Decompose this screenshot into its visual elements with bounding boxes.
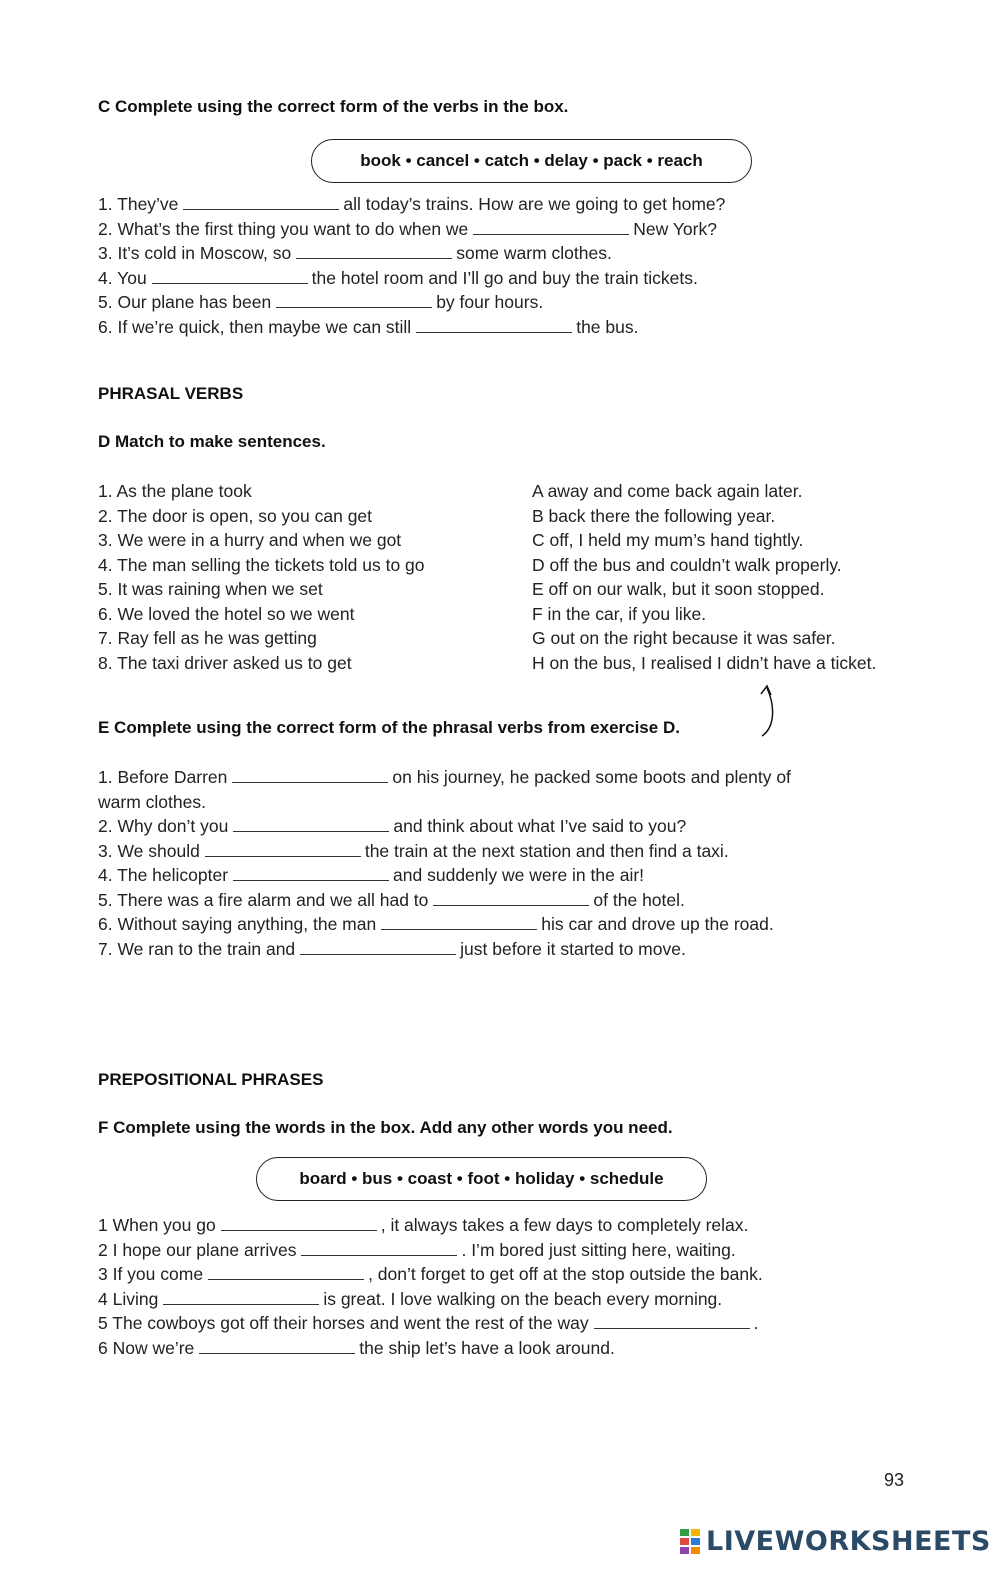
section-f-items <box>98 1213 763 1360</box>
match-left-item: 7. Ray fell as he was getting <box>98 628 317 648</box>
answer-blank[interactable] <box>381 915 537 930</box>
list-item: 1. They’ve all today’s trains. How are we going to get home? <box>98 194 726 214</box>
section-c-items <box>98 192 725 339</box>
answer-blank[interactable] <box>296 244 452 259</box>
answer-blank[interactable] <box>233 866 389 881</box>
arrow-icon <box>752 678 784 738</box>
match-left-item: 2. The door is open, so you can get <box>98 505 373 526</box>
list-item: 4. The helicopter and suddenly we were in the air! <box>98 865 645 885</box>
list-item: 2 I hope our plane arrives . I’m bored just sitting here, waiting. <box>98 1239 736 1260</box>
answer-blank[interactable] <box>221 1216 377 1231</box>
phrasal-verbs-heading: PHRASAL VERBS <box>98 384 244 403</box>
list-item: 7. We ran to the train and just before it started to move. <box>98 938 686 959</box>
match-left-item: 5. It was raining when we set <box>98 579 323 599</box>
match-right-item: D off the bus and couldn’t walk properly. <box>532 554 842 575</box>
answer-blank[interactable] <box>205 842 361 857</box>
section-f-word-box <box>256 1157 707 1201</box>
list-item: 4 Living is great. I love walking on the beach every morning. <box>98 1288 723 1309</box>
answer-blank[interactable] <box>594 1314 750 1329</box>
word-box-text: book • cancel • catch • delay • pack • reach <box>360 151 703 170</box>
section-e-items <box>98 765 791 961</box>
page-number: 93 <box>884 1470 905 1490</box>
list-item: 5. There was a fire alarm and we all had to of the hotel. <box>98 889 685 910</box>
list-item: 4. You the hotel room and I’ll go and buy the train tickets. <box>98 267 698 288</box>
answer-blank[interactable] <box>473 220 629 235</box>
match-right-item: H on the bus, I realised I didn’t have a ticket. <box>532 652 877 673</box>
list-item: 5. Our plane has been by four hours. <box>98 292 544 312</box>
match-left-column <box>98 479 425 675</box>
answer-blank[interactable] <box>199 1339 355 1354</box>
answer-blank[interactable] <box>163 1290 319 1305</box>
liveworksheets-logo[interactable] <box>680 1526 991 1557</box>
match-left-item: 3. We were in a hurry and when we got <box>98 530 402 550</box>
list-item: 2. Why don’t you and think about what I’ve said to you? <box>98 816 687 836</box>
answer-blank[interactable] <box>152 269 308 284</box>
list-item-continuation: warm clothes. <box>98 791 206 812</box>
match-right-item: E off on our walk, but it soon stopped. <box>532 579 825 599</box>
answer-blank[interactable] <box>208 1265 364 1280</box>
section-e-instruction: E Complete using the correct form of the phrasal verbs from exercise D. <box>98 718 680 737</box>
section-c-word-box <box>311 139 752 183</box>
word-box-text: board • bus • coast • foot • holiday • schedule <box>299 1169 664 1188</box>
list-item: 5 The cowboys got off their horses and went the rest of the way . <box>98 1313 759 1333</box>
match-left-item: 4. The man selling the tickets told us to go <box>98 554 425 575</box>
list-item: 3 If you come , don’t forget to get off at the stop outside the bank. <box>98 1264 763 1284</box>
answer-blank[interactable] <box>276 293 432 308</box>
answer-blank[interactable] <box>301 1241 457 1256</box>
list-item: 1. Before Darren on his journey, he packed some boots and plenty of <box>98 767 791 787</box>
list-item: 6. If we’re quick, then maybe we can still the bus. <box>98 316 639 337</box>
logo-text: LIVEWORKSHEETS <box>706 1526 991 1557</box>
match-right-column <box>532 479 876 675</box>
list-item: 6. Without saying anything, the man his car and drove up the road. <box>98 914 774 934</box>
answer-blank[interactable] <box>300 940 456 955</box>
list-item: 6 Now we’re the ship let’s have a look around. <box>98 1337 615 1358</box>
list-item: 3. It’s cold in Moscow, so some warm clothes. <box>98 243 612 263</box>
answer-blank[interactable] <box>416 318 572 333</box>
match-right-item: B back there the following year. <box>532 505 776 526</box>
answer-blank[interactable] <box>233 817 389 832</box>
answer-blank[interactable] <box>232 768 388 783</box>
match-right-item: G out on the right because it was safer. <box>532 628 836 648</box>
list-item: 3. We should the train at the next station and then find a taxi. <box>98 840 729 861</box>
list-item: 2. What’s the first thing you want to do when we New York? <box>98 218 717 239</box>
list-item: 1 When you go , it always takes a few days to completely relax. <box>98 1215 749 1235</box>
match-left-item: 6. We loved the hotel so we went <box>98 603 355 624</box>
answer-blank[interactable] <box>433 891 589 906</box>
match-right-item: C off, I held my mum’s hand tightly. <box>532 530 804 550</box>
section-d-instruction: D Match to make sentences. <box>98 432 326 451</box>
answer-blank[interactable] <box>183 195 339 210</box>
section-f-instruction: F Complete using the words in the box. Add any other words you need. <box>98 1118 673 1137</box>
match-right-item: A away and come back again later. <box>532 481 803 501</box>
match-left-item: 1. As the plane took <box>98 481 252 501</box>
match-right-item: F in the car, if you like. <box>532 603 707 624</box>
prepositional-phrases-heading: PREPOSITIONAL PHRASES <box>98 1070 324 1089</box>
match-left-item: 8. The taxi driver asked us to get <box>98 652 352 673</box>
section-c-instruction: C Complete using the correct form of the verbs in the box. <box>98 97 569 116</box>
logo-blocks-icon <box>680 1527 702 1557</box>
